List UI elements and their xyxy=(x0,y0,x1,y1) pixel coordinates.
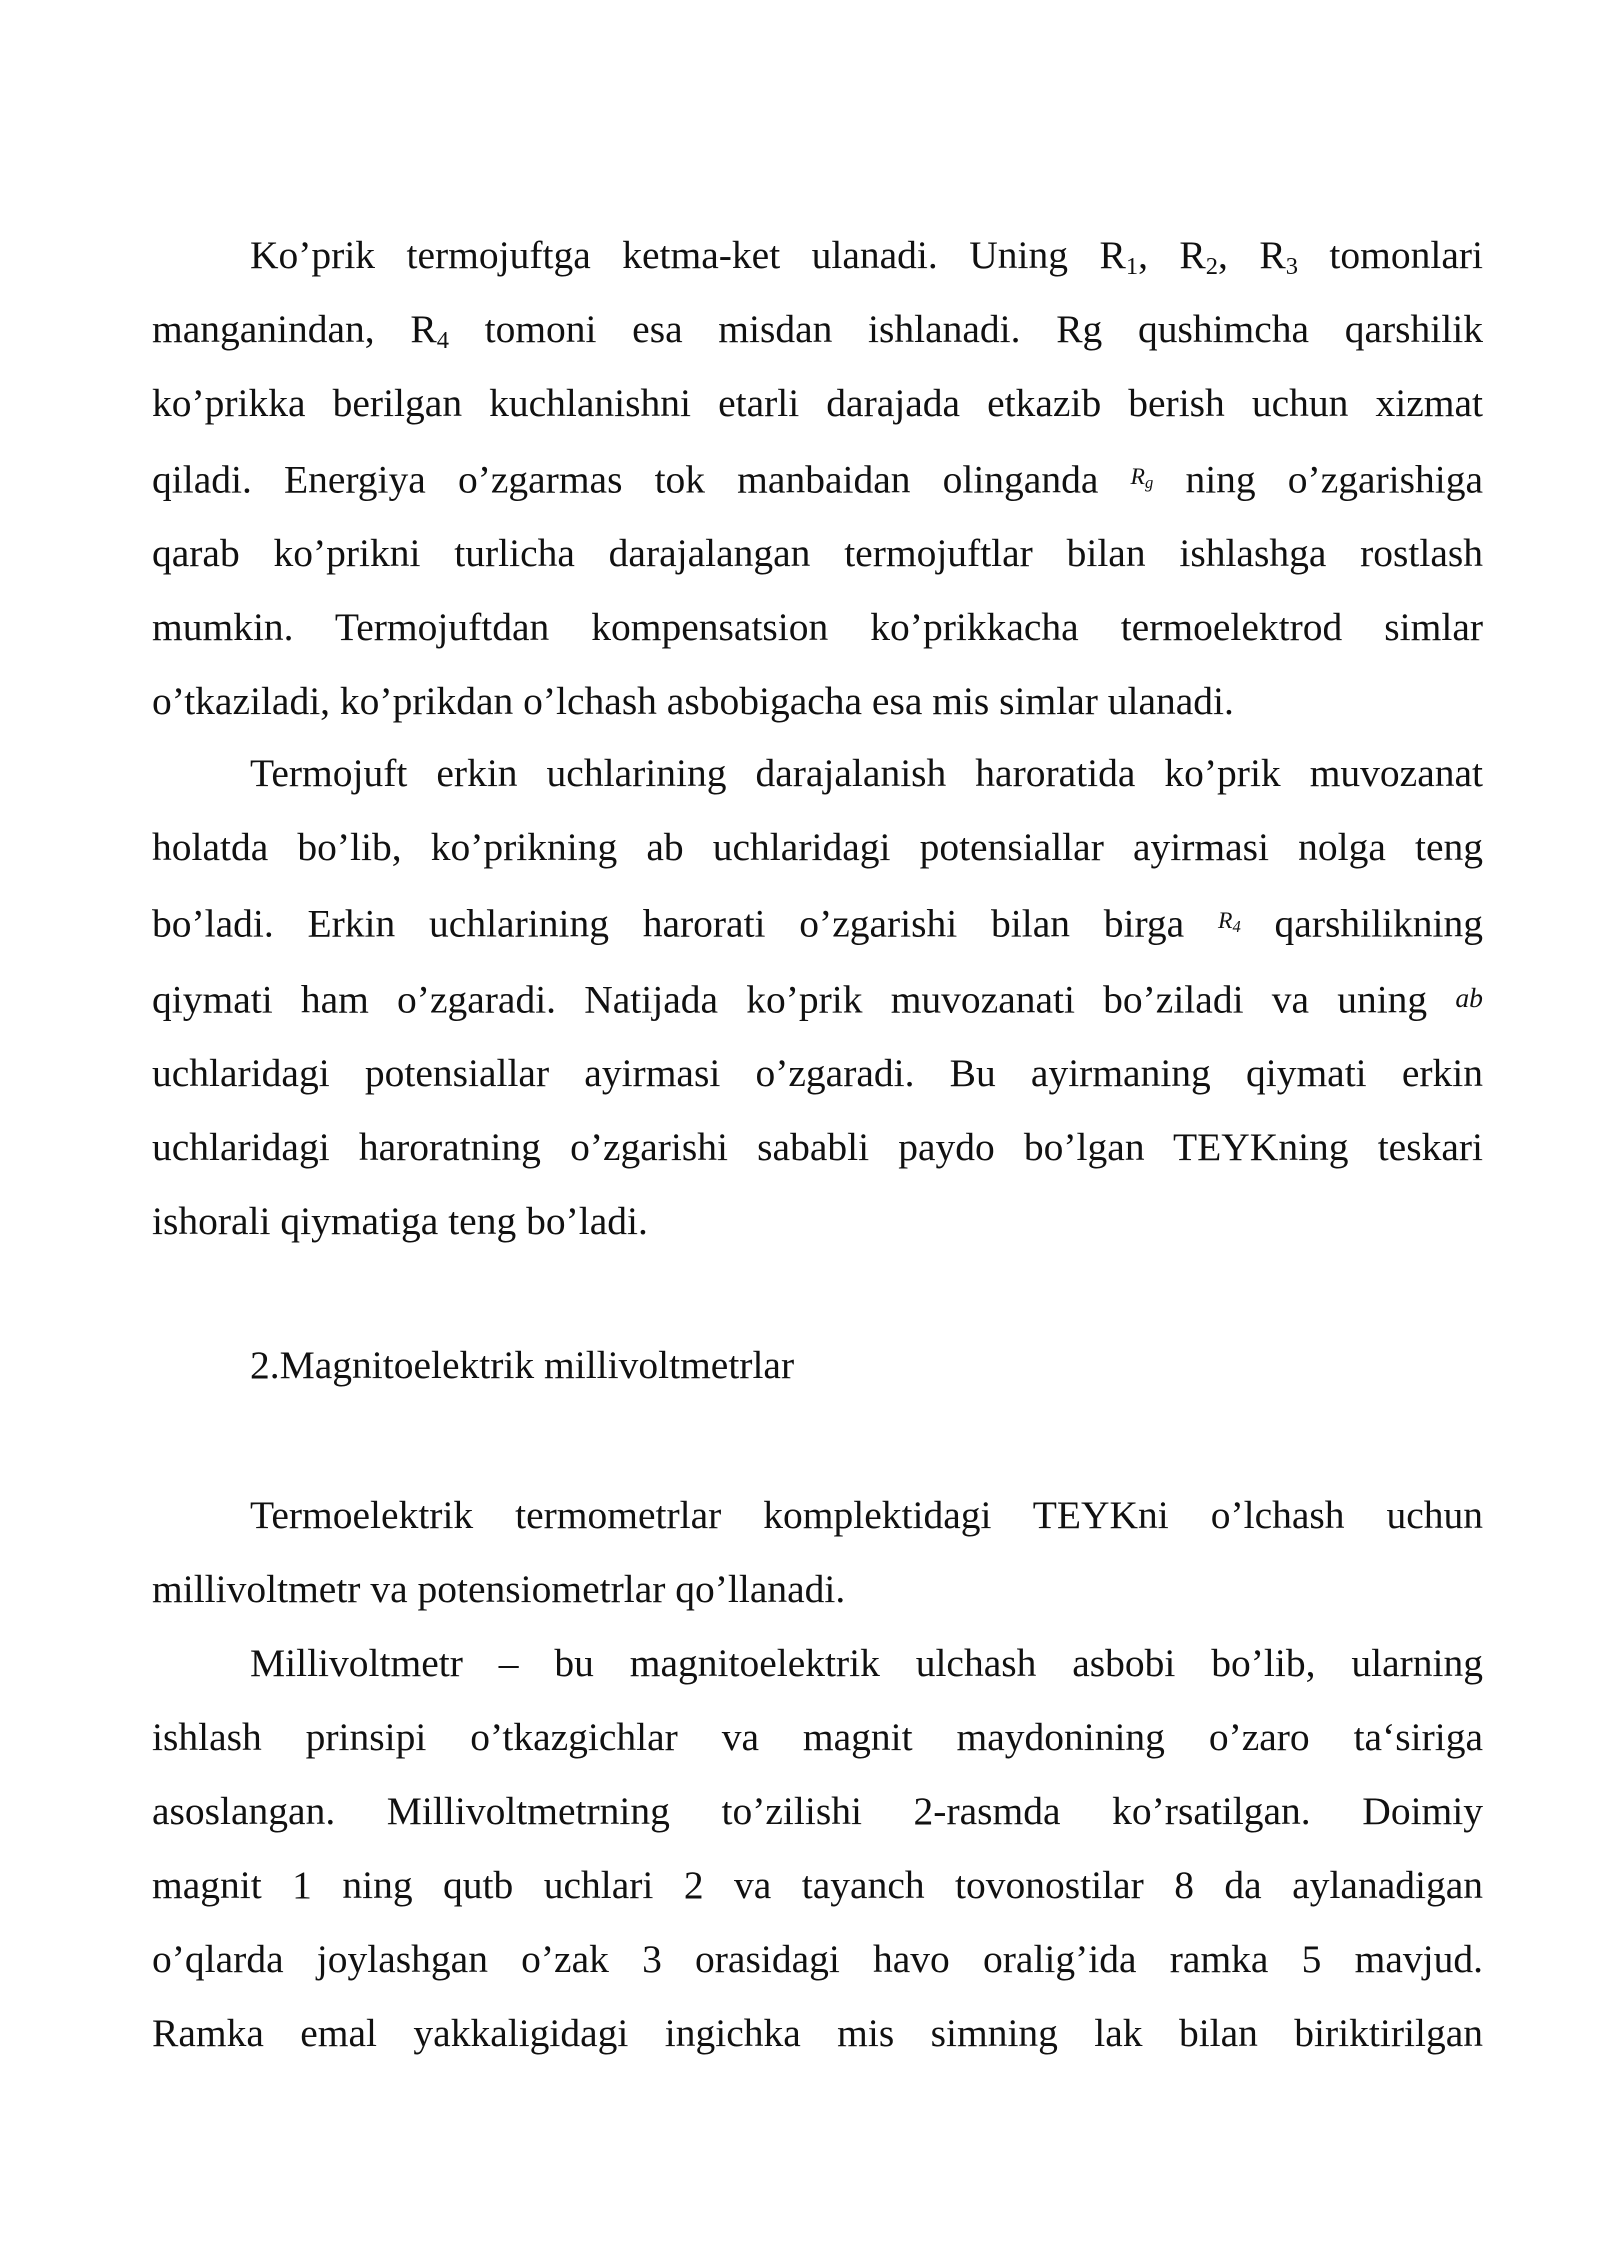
paragraph-2 xyxy=(152,737,1483,1259)
paragraph-3-line-1: Termoelektrik termometrlar komplektidagi TEYKni o’lchash uchun xyxy=(250,1493,1483,1537)
text-run: qiymati ham o’zgaradi. Natijada ko’prik muvozanati bo’ziladi va uning xyxy=(152,977,1428,1022)
paragraph-4-line-5: o’qlarda joylashgan o’zak 3 orasidagi havo oralig’ida ramka 5 mavjud. xyxy=(152,1936,1483,1981)
subscript: 1 xyxy=(1125,253,1139,281)
math-letter: R xyxy=(1130,463,1145,490)
text-run: qarshilikning xyxy=(1274,901,1484,946)
text-run: , R xyxy=(1218,233,1286,277)
paragraph-2-line-3 xyxy=(152,885,1483,961)
paragraph-1 xyxy=(152,219,1483,739)
paragraph-1-line-3: ko’prikka berilgan kuchlanishni etarli darajada etkazib berish uchun xizmat xyxy=(152,380,1483,425)
section-heading: 2.Magnitoelektrik millivoltmetrlar xyxy=(250,1343,795,1387)
math-symbol-rg xyxy=(1131,464,1154,490)
text-run: ning o’zgarishiga xyxy=(1185,457,1484,501)
paragraph-1-line-1 xyxy=(152,219,1483,293)
math-letter: R xyxy=(1217,907,1233,934)
paragraph-1-line-5: qarab ko’prikni turlicha darajalangan termojuftlar bilan ishlashga rostlash xyxy=(152,530,1483,575)
text-run: bo’ladi. Erkin uchlarining harorati o’zgarishi bilan birga xyxy=(152,901,1185,946)
paragraph-2-line-1: Termojuft erkin uchlarining darajalanish haroratida ko’prik muvozanat xyxy=(250,751,1483,795)
paragraph-2-line-7: ishorali qiymatiga teng bo’ladi. xyxy=(152,1199,648,1244)
text-run: qiladi. Energiya o’zgarmas tok manbaidan olinganda xyxy=(152,457,1099,501)
subscript: 4 xyxy=(436,327,449,355)
subscript: 3 xyxy=(1285,253,1298,281)
text-run: tomoni esa misdan ishlanadi. Rg qushimcha qarshilik xyxy=(448,306,1483,351)
paragraph-1-line-2 xyxy=(152,293,1483,367)
paragraph-4-line-6: Ramka emal yakkaligidagi ingichka mis simning lak bilan biriktirilgan xyxy=(152,2010,1483,2055)
paragraph-4-line-3: asoslangan. Millivoltmetrning to’zilishi 2-rasmda ko’rsatilgan. Doimiy xyxy=(152,1788,1483,1833)
paragraph-4 xyxy=(152,1627,1483,2070)
paragraph-2-line-6: uchlaridagi haroratning o’zgarishi sababli paydo bo’lgan TEYKning teskari xyxy=(152,1125,1483,1170)
paragraph-2-line-5: uchlaridagi potensiallar ayirmasi o’zgaradi. Bu ayirmaning qiymati erkin xyxy=(152,1051,1483,1096)
math-symbol-ab: ab xyxy=(1455,982,1483,1013)
text-run: tomonlari xyxy=(1297,233,1483,277)
math-subscript: 4 xyxy=(1232,916,1241,936)
text-run: , R xyxy=(1138,233,1206,277)
text-run: manganindan, R xyxy=(152,306,437,351)
paragraph-2-line-2: holatda bo’lib, ko’prikning ab uchlaridagi potensiallar ayirmasi nolga teng xyxy=(152,824,1483,869)
paragraph-3-line-2: millivoltmetr va potensiometrlar qo’llanadi. xyxy=(152,1566,846,1611)
paragraph-4-line-1: Millivoltmetr – bu magnitoelektrik ulchash asbobi bo’lib, ularning xyxy=(250,1641,1483,1685)
paragraph-1-line-4 xyxy=(152,441,1483,517)
text-run: Ko’prik termojuftga ketma-ket ulanadi. Uning R xyxy=(250,233,1126,277)
paragraph-1-line-7: o’tkaziladi, ko’prikdan o’lchash asbobigacha esa mis simlar ulanadi. xyxy=(152,678,1234,723)
paragraph-2-line-4 xyxy=(152,961,1483,1037)
paragraph-3 xyxy=(152,1479,1483,1627)
math-symbol-r4 xyxy=(1218,908,1241,934)
paragraph-4-line-2: ishlash prinsipi o’tkazgichlar va magnit maydonining o’zaro ta‘siriga xyxy=(152,1714,1483,1759)
paragraph-1-line-6: mumkin. Termojuftdan kompensatsion ko’prikkacha termoelektrod simlar xyxy=(152,604,1483,649)
subscript: 2 xyxy=(1205,253,1218,281)
math-subscript: g xyxy=(1145,472,1154,492)
paragraph-4-line-4: magnit 1 ning qutb uchlari 2 va tayanch tovonostilar 8 da aylanadigan xyxy=(152,1862,1483,1907)
